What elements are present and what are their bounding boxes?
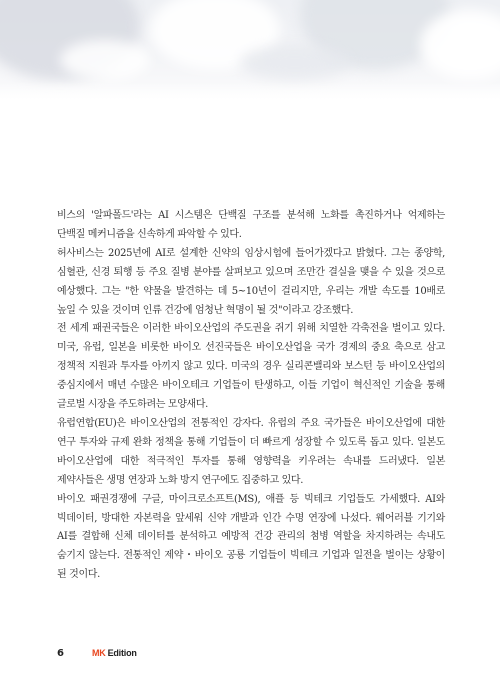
paragraph: 허사비스는 2025년에 AI로 설계한 신약의 임상시험에 들어가겠다고 밝혔다. 그는 종양학, 심혈관, 신경 퇴행 등 주요 질병 분야를 살펴보고 있으며 조만간 결실을 맺을 수 있을 것으로 예상했다. 그는 "한 약물을 발견하는 데 5~10년이 걸리지만, 우리는 개발 속도를 10배로 높일 수 있을 것이며 인류 건강에 엄청난 혁명이 될 것"이라고 강조했다. [57, 247, 445, 316]
brand-logo [92, 648, 137, 658]
header-image [0, 0, 500, 100]
page-footer [57, 646, 137, 660]
page-number: 6 [57, 647, 64, 659]
body-text [57, 207, 445, 585]
brand-edition: Edition [107, 648, 137, 658]
paragraph: 바이오 패권경쟁에 구글, 마이크로소프트(MS), 애플 등 빅테크 기업들도 가세했다. AI와 빅데이터, 방대한 자본력을 앞세워 신약 개발과 인간 수명 연장에 나섰다. 웨어러블 기기와 AI를 결합해 신체 데이터를 분석하고 예방적 건강 관리의 첨병 역할을 차지하려는 속내도 숨기지 않는다. 전통적인 제약・바이오 공룡 기업들이 빅테크 기업과 일전을 벌이는 상황이 된 것이다. [57, 493, 445, 581]
paragraph: 비스의 '알파폴드'라는 AI 시스템은 단백질 구조를 분석해 노화를 촉진하거나 억제하는 단백질 메커니즘을 신속하게 파악할 수 있다. [57, 210, 445, 240]
paragraph: 전 세계 패권국들은 이러한 바이오산업의 주도권을 쥐기 위해 치열한 각축전을 벌이고 있다. 미국, 유럽, 일본을 비롯한 바이오 선진국들은 바이오산업을 국가 경제의 중요 축으로 삼고 정책적 지원과 투자를 아끼지 않고 있다. 미국의 경우 실리콘밸리와 보스턴 등 바이오산업의 중심지에서 매년 수많은 바이오테크 기업들이 탄생하고, 이들 기업이 혁신적인 기술을 통해 글로벌 시장을 주도하려는 모양새다. [57, 323, 445, 411]
brand-mk: MK [91, 648, 106, 658]
paragraph: 유럽연합(EU)은 바이오산업의 전통적인 강자다. 유럽의 주요 국가들은 바이오산업에 대한 연구 투자와 규제 완화 정책을 통해 기업들이 더 빠르게 성장할 수 있도록 돕고 있다. 일본도 바이오산업에 대한 적극적인 투자를 통해 영향력을 키우려는 속내를 드러냈다. 일본 제약사들은 생명 연장과 노화 방지 연구에도 집중하고 있다. [57, 417, 445, 486]
